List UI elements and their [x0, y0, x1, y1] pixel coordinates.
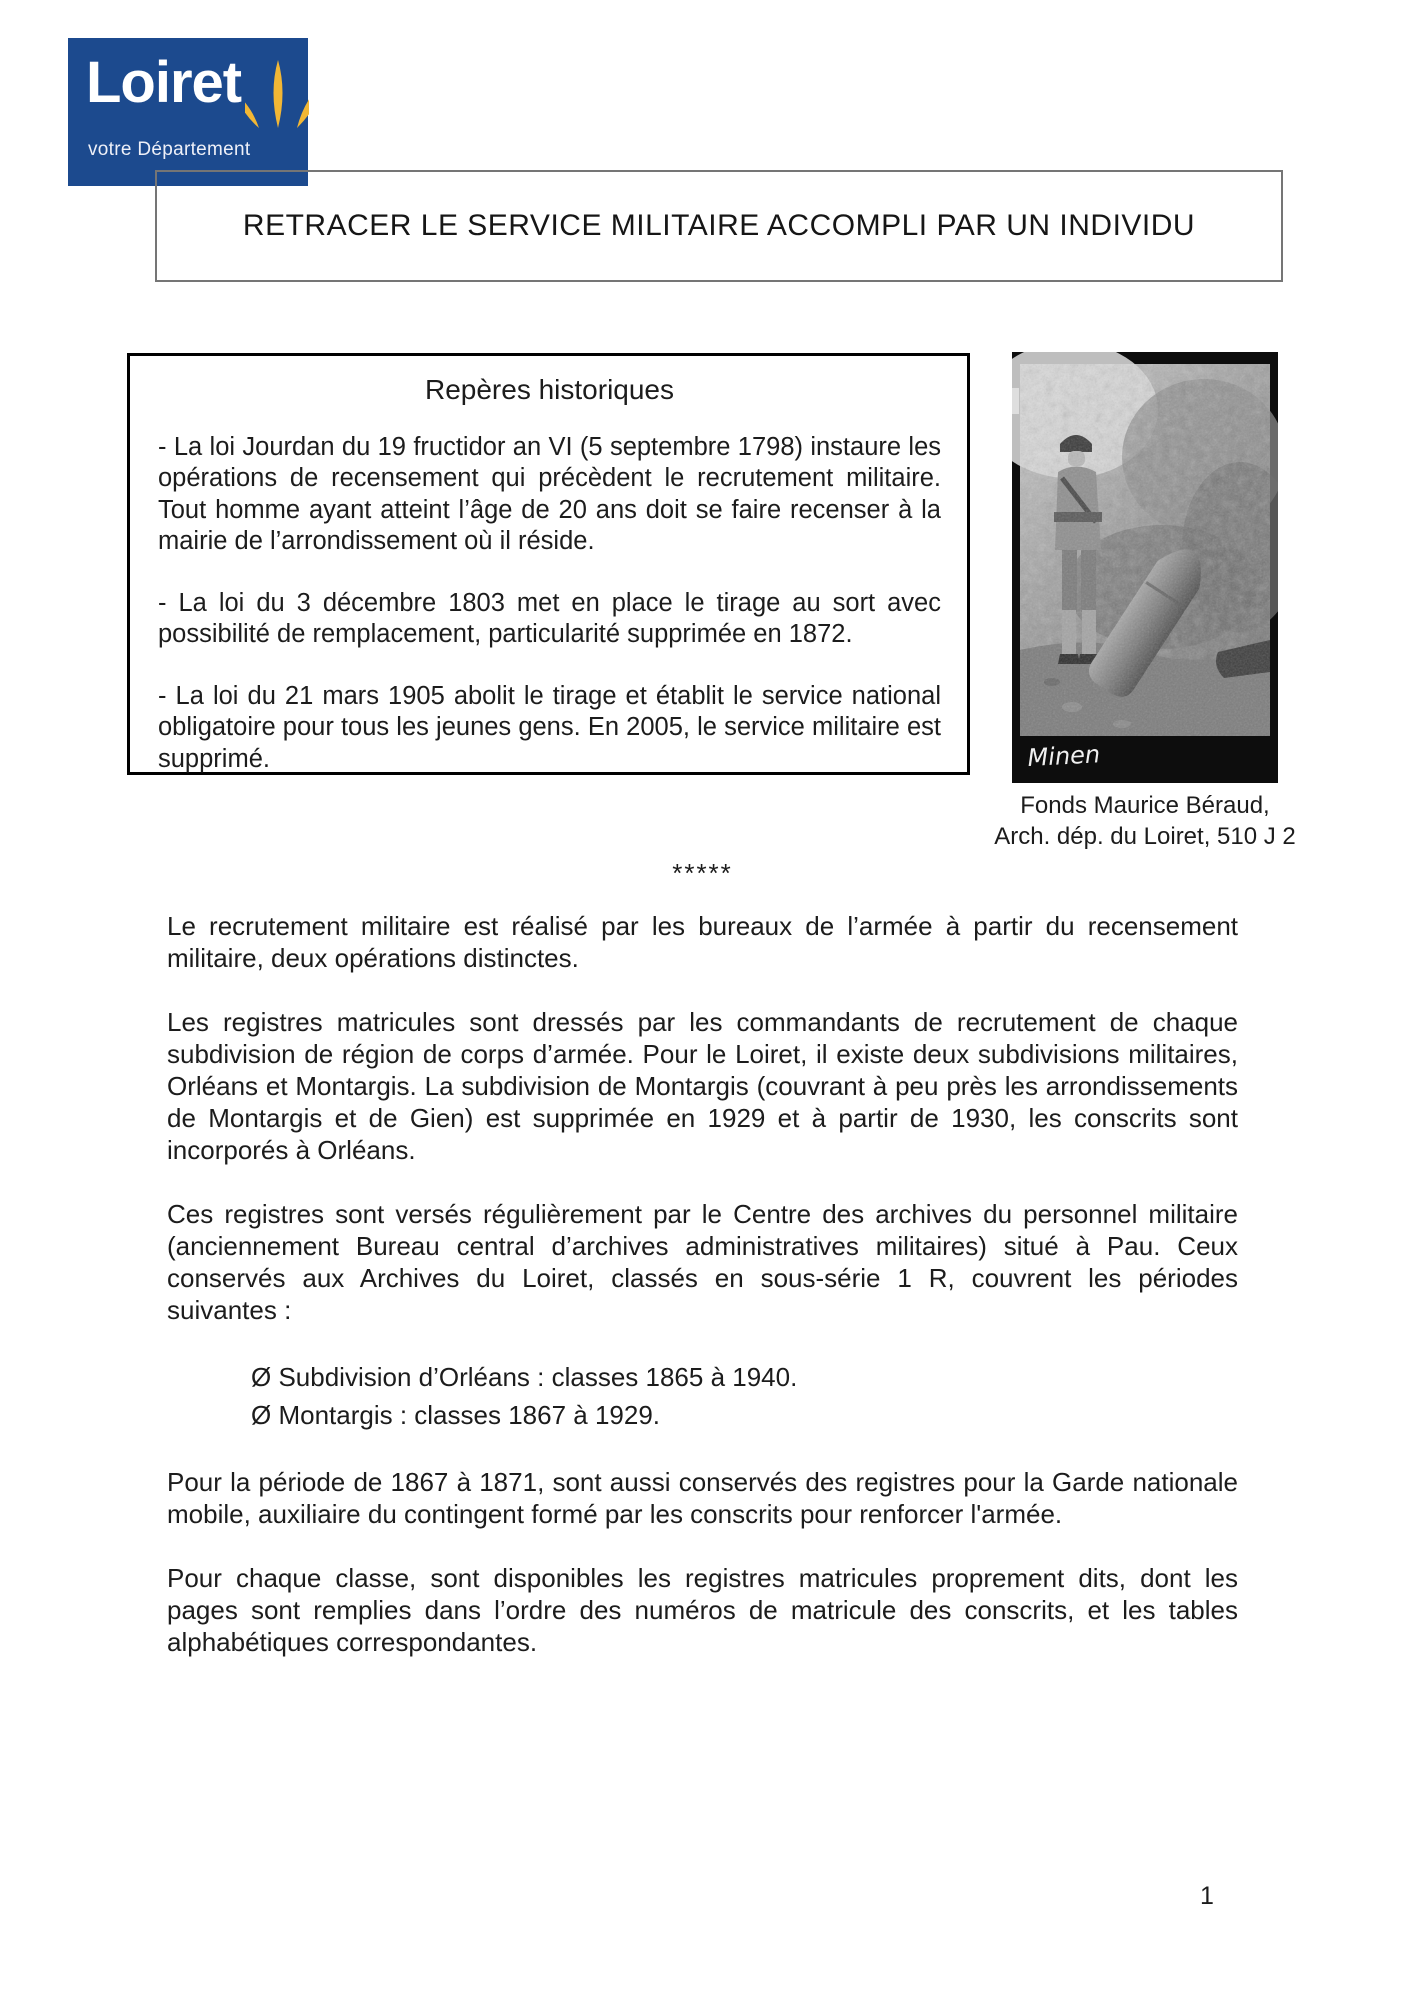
- history-paragraph: - La loi Jourdan du 19 fructidor an VI (5 septembre 1798) instaure les opérations de recensement qui précèdent le recrutement militaire. Tout homme ayant atteint l’âge de 20 ans doit se faire recenser à la mairie de l’arrondissement où il réside.: [158, 432, 941, 555]
- logo-wordmark: Loiret: [86, 50, 242, 115]
- page-number: 1: [1200, 1882, 1214, 1910]
- asterisk-separator: *****: [672, 858, 733, 888]
- body-paragraph: Pour la période de 1867 à 1871, sont aussi conservés des registres pour la Garde nationale mobile, auxiliaire du contingent formé par les conscrits pour renforcer l'armée.: [167, 1467, 1238, 1529]
- bullet-item: Ø Montargis : classes 1867 à 1929.: [251, 1400, 661, 1430]
- body-paragraph: Ces registres sont versés régulièrement par le Centre des archives du personnel militaire (anciennement Bureau central d’archives administratives militaires) situé à Pau. Ceux conservés aux Archives du Loiret, classés en sous-série 1 R, couvrent les périodes suivantes :: [167, 1199, 1238, 1325]
- body-paragraph: Les registres matricules sont dressés par les commandants de recrutement de chaque subdivision de région de corps d’armée. Pour le Loiret, il existe deux subdivisions militaires, Orléans et Montargis. La subdivision de Montargis (couvrant à peu près les arrondissements de Montargis et de Gien) est supprimée en 1929 et à partir de 1930, les conscrits sont incorporés à Orléans.: [167, 1007, 1238, 1165]
- history-paragraph: - La loi du 3 décembre 1803 met en place le tirage au sort avec possibilité de remplacement, particularité supprimée en 1872.: [158, 588, 941, 648]
- history-box-title: Repères historiques: [424, 374, 675, 405]
- bullet-list: [251, 1358, 1238, 1434]
- body-paragraph: Pour chaque classe, sont disponibles les registres matricules proprement dits, dont les pages sont remplies dans l’ordre des numéros de matricule des conscrits, et les tables alphabétiques correspondantes.: [167, 1563, 1238, 1657]
- history-paragraph: - La loi du 21 mars 1905 abolit le tirage et établit le service national obligatoire pour tous les jeunes gens. En 2005, le service militaire est supprimé.: [158, 681, 941, 773]
- history-box: [127, 353, 970, 775]
- title-box: [155, 170, 1283, 282]
- body-text: [167, 910, 1238, 1690]
- photo-caption-line2: Arch. dép. du Loiret, 510 J 2: [994, 823, 1296, 850]
- page-title: RETRACER LE SERVICE MILITAIRE ACCOMPLI PAR UN INDIVIDU: [242, 209, 1196, 242]
- photo-handwriting: Minen: [1026, 740, 1101, 772]
- logo-subtitle: votre Département: [88, 139, 251, 160]
- body-paragraph: Le recrutement militaire est réalisé par les bureaux de l’armée à partir du recensement militaire, deux opérations distinctes.: [167, 911, 1238, 973]
- photo-caption: [988, 790, 1302, 852]
- loiret-logo: [68, 38, 308, 186]
- loiret-leaves-icon: [245, 58, 309, 137]
- soldier-photo: [1012, 352, 1278, 783]
- photo-caption-line1: Fonds Maurice Béraud,: [1020, 792, 1270, 819]
- bullet-item: Ø Subdivision d’Orléans : classes 1865 à 1940.: [251, 1362, 798, 1392]
